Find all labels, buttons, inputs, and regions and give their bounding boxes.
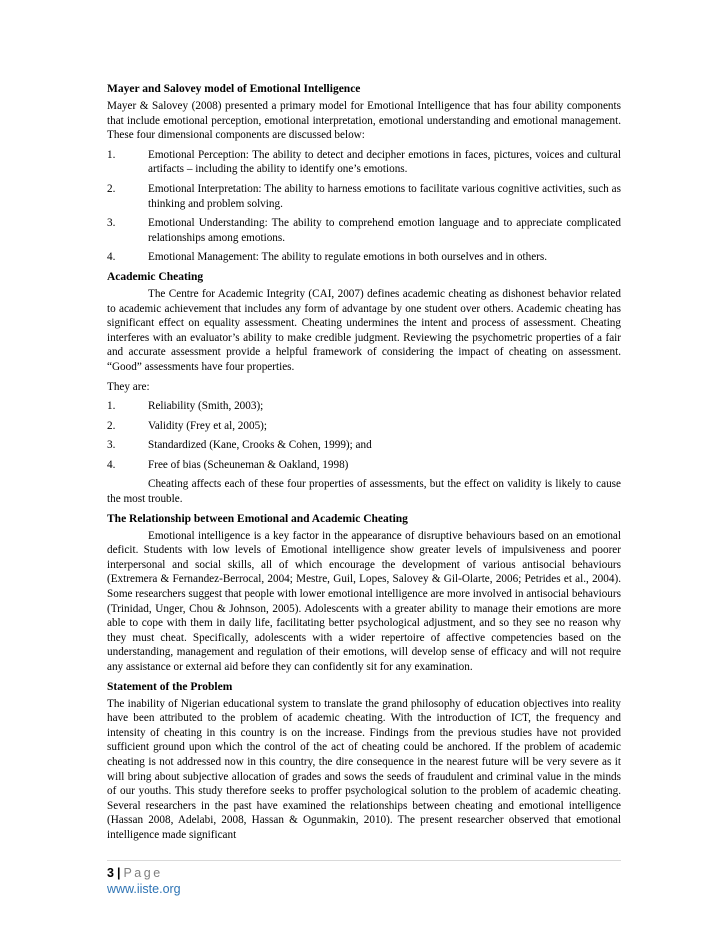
section-heading-academic-cheating: Academic Cheating [107, 270, 204, 283]
list-item [107, 438, 621, 453]
paragraph-model-intro: Mayer & Salovey (2008) presented a primary model for Emotional Intelligence that has four ability components that include emotional perception, emotional interpretation, emotional understanding and emotional management. These four dimensional components are discussed below: [107, 100, 621, 142]
list-text: Emotional Interpretation: The ability to harness emotions to facilitate various cognitive activities, such as thinking and problem solving. [148, 182, 621, 210]
list-number: 4. [107, 251, 116, 264]
list-item [107, 250, 621, 265]
list-number: 1. [107, 400, 116, 413]
paragraph-cai-definition: The Centre for Academic Integrity (CAI, 2007) defines academic cheating as dishonest behavior related to academic achievement that includes any form of advantage by one student over others. Academic cheating has significant effect on equality assessment. Cheating undermines the intent and process of assessment. Cheating interferes with an evaluator’s ability to make credible judgment. Reviewing the psychometric properties of a fair and accurate assessment provide a helpful framework of considering the impact of cheating on assessment. “Good” assessments have four properties. [107, 287, 621, 373]
paragraph-relationship: Emotional intelligence is a key factor in the appearance of disruptive behaviours based on an emotional deficit. Students with low levels of Emotional intelligence show greater levels of impulsiveness and poorer interpersonal and social skills, all of which encourage the development of various antisocial behaviours (Extremera & Fernandez-Berrocal, 2004; Mestre, Guil, Lopes, Salovey & Gil-Olarte, 2006; Petrides et al., 2004). Some researchers suggest that people with lower emotional intelligence are more involved in antisocial behaviours (Trinidad, Unger, Chou & Johnson, 2005). Adolescents with a greater ability to manage their emotions are more able to cope with them in daily life, facilitating better psychological adjustment, and so they see no reason why they must cheat. Specifically, adolescents with a wider repertoire of affective competencies based on the understanding, management and regulation of their emotions, will develop sense of efficacy and will not require any assistance or external aid before they can confidently sit for any examination. [107, 529, 621, 673]
list-text: Validity (Frey et al, 2005); [148, 419, 267, 432]
list-number: 4. [107, 458, 116, 471]
list-number: 2. [107, 419, 116, 432]
footer-url-link[interactable]: www.iiste.org [107, 882, 181, 896]
list-item [107, 399, 621, 414]
section-heading-emotional-intelligence-model: Mayer and Salovey model of Emotional Intelligence [107, 83, 361, 95]
list-number: 3. [107, 217, 116, 230]
section-heading-relationship: The Relationship between Emotional and Academic Cheating [107, 512, 408, 525]
page-number: 3 [107, 866, 114, 880]
list-item [107, 148, 621, 177]
document-page [107, 78, 621, 848]
list-text: Emotional Perception: The ability to detect and decipher emotions in faces, pictures, voices and cultural artifacts – including the ability to identify one’s emotions. [148, 148, 621, 176]
assessment-properties-list [107, 399, 621, 472]
page-label: Page [123, 866, 163, 880]
list-number: 1. [107, 148, 116, 161]
paragraph-they-are: They are: [107, 380, 150, 393]
list-text: Emotional Understanding: The ability to comprehend emotion language and to appreciate complicated relationships among emotions. [148, 217, 621, 244]
page-footer [107, 860, 621, 897]
list-text: Standardized (Kane, Crooks & Cohen, 1999); and [148, 439, 372, 452]
page-number-line [107, 865, 621, 881]
list-item [107, 419, 621, 434]
list-number: 3. [107, 439, 116, 452]
page-separator: | [116, 866, 121, 880]
ability-components-list [107, 148, 621, 265]
list-text: Emotional Management: The ability to regulate emotions in both ourselves and in others. [148, 251, 548, 264]
list-item [107, 182, 621, 211]
paragraph-cheating-effects: Cheating affects each of these four properties of assessments, but the effect on validity is likely to cause the most trouble. [107, 478, 621, 506]
list-item [107, 216, 621, 245]
list-text: Free of bias (Scheuneman & Oakland, 1998) [148, 458, 349, 471]
list-item [107, 458, 621, 473]
paragraph-problem-statement: The inability of Nigerian educational system to translate the grand philosophy of education objectives into reality have been attributed to the problem of academic cheating. With the introduction of ICT, the frequency and intensity of cheating in this country is on the increase. Findings from the previous studies have not provided sufficient ground upon which the control of the act of cheating could be anchored. If the problem of academic cheating is not addressed now in this country, the dire consequence in the nearest future will be very severe as it will bring about subjective allocation of grades and sows the seeds of fraudulent and criminal value in the minds of our youths. This study therefore seeks to proffer psychological solution to the problem of academic cheating. Several researchers in the past have examined the relationships between cheating and emotional intelligence (Hassan 2008, Adelabi, 2008, Hassan & Ogunmakin, 2010). The present researcher observed that emotional intelligence made significant [107, 697, 621, 841]
list-text: Reliability (Smith, 2003); [148, 400, 264, 413]
footer-divider [107, 860, 621, 861]
list-number: 2. [107, 182, 116, 195]
section-heading-problem-statement: Statement of the Problem [107, 680, 233, 693]
